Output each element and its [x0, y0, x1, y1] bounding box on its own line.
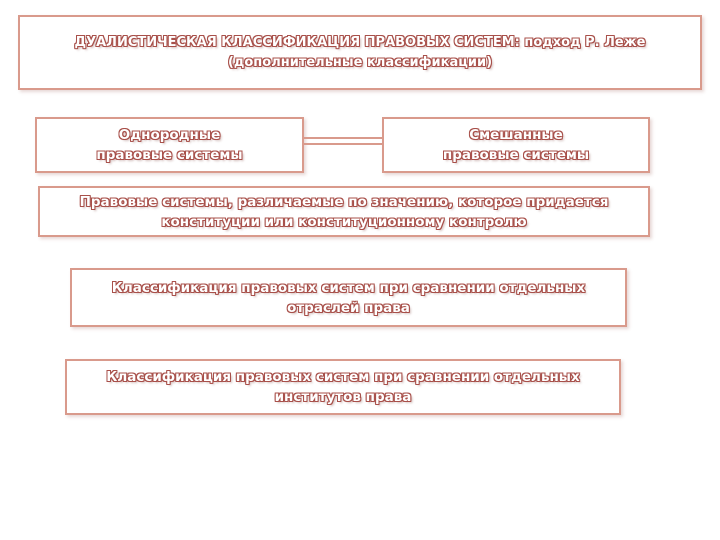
constitution-line-2: конституции или конституционному контролю	[161, 213, 527, 230]
constitution-line-1: Правовые системы, различаемые по значению, которое придается	[79, 193, 609, 210]
homogeneous-systems-box	[35, 117, 304, 173]
title-line-1: ДУАЛИСТИЧЕСКАЯ КЛАССИФИКАЦИЯ ПРАВОВЫХ СИСТЕМ: подход Р. Леже	[74, 34, 646, 50]
homogeneous-line-1: Однородные	[118, 127, 221, 143]
double-line-connector	[303, 137, 383, 145]
institutions-box	[65, 359, 621, 415]
constitution-box	[38, 186, 650, 237]
branches-line-2: отраслей права	[287, 299, 410, 316]
title-box	[18, 15, 702, 90]
mixed-line-1: Смешанные	[469, 127, 563, 143]
branches-box	[70, 268, 627, 327]
mixed-line-2: правовые системы	[442, 147, 590, 163]
homogeneous-line-2: правовые системы	[96, 147, 243, 163]
title-line-2: (дополнительные классификации)	[227, 54, 493, 70]
branches-line-1: Классификация правовых систем при сравнении отдельных	[111, 279, 586, 296]
institutions-line-2: институтов права	[274, 389, 412, 405]
mixed-systems-box	[382, 117, 650, 173]
institutions-line-1: Классификация правовых систем при сравнении отдельных	[106, 369, 580, 385]
